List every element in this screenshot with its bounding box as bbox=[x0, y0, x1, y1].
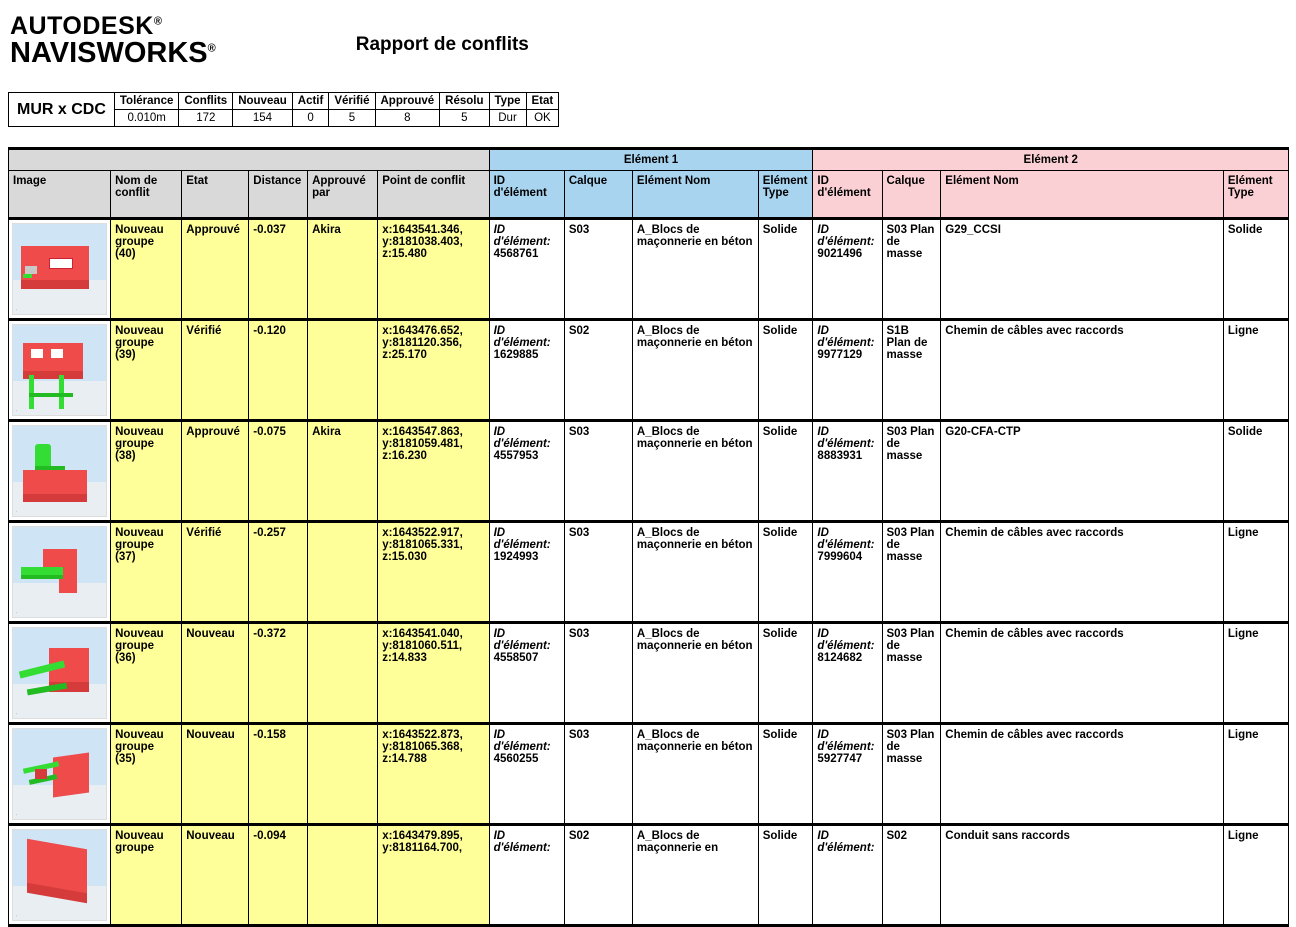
e1-id-label: ID d'élément: bbox=[493, 729, 551, 753]
e2-id-value: 8124682 bbox=[817, 652, 863, 664]
cell-nom-conflit: Nouveau groupe (35) bbox=[111, 724, 182, 825]
grid-group-header-row bbox=[9, 149, 1289, 171]
cell-approuve-par bbox=[308, 320, 378, 421]
e1-id-value: 4560255 bbox=[493, 753, 539, 765]
e2-id-value: 9977129 bbox=[817, 349, 863, 361]
e2-id-label: ID d'élément: bbox=[817, 527, 875, 551]
summary-col-type: Type bbox=[489, 93, 526, 110]
clash-thumbnail-image bbox=[12, 324, 107, 416]
cell-e1-id bbox=[489, 623, 564, 724]
clash-thumbnail-image bbox=[12, 728, 107, 820]
cell-distance: -0.120 bbox=[249, 320, 308, 421]
cell-e1-type: Solide bbox=[758, 623, 813, 724]
e2-id-label: ID d'élément: bbox=[817, 830, 875, 854]
clash-thumbnail-image bbox=[12, 223, 107, 315]
summary-col-actif: Actif bbox=[292, 93, 329, 110]
clash-thumbnail-image bbox=[12, 425, 107, 517]
cell-e1-type: Solide bbox=[758, 421, 813, 522]
summary-table bbox=[8, 92, 559, 127]
autodesk-navisworks-logo: AUTODESK® NAVISWORKS® bbox=[10, 12, 216, 69]
report-header bbox=[0, 0, 1296, 68]
col-etat: Etat bbox=[182, 171, 249, 219]
cell-point-conflit: x:1643522.917, y:8181065.331, z:15.030 bbox=[378, 522, 489, 623]
e1-id-label: ID d'élément: bbox=[493, 325, 551, 349]
cell-e1-type: Solide bbox=[758, 825, 813, 926]
col-e1-type: Elément Type bbox=[758, 171, 813, 219]
cell-nom-conflit: Nouveau groupe bbox=[111, 825, 182, 926]
thumbnail-scale-tick: · bbox=[16, 711, 18, 716]
summary-col-resolu: Résolu bbox=[440, 93, 489, 110]
table-row bbox=[9, 522, 1289, 623]
cell-approuve-par bbox=[308, 522, 378, 623]
brand-navisworks: NAVISWORKS bbox=[10, 37, 208, 69]
clash-thumbnail-cell[interactable] bbox=[9, 825, 111, 926]
cell-nom-conflit: Nouveau groupe (40) bbox=[111, 219, 182, 320]
cell-e1-id bbox=[489, 421, 564, 522]
cell-approuve-par: Akira bbox=[308, 421, 378, 522]
cell-e1-nom: A_Blocs de maçonnerie en béton bbox=[632, 522, 758, 623]
cell-point-conflit: x:1643541.040, y:8181060.511, z:14.833 bbox=[378, 623, 489, 724]
cell-etat: Nouveau bbox=[182, 623, 249, 724]
cell-e1-nom: A_Blocs de maçonnerie en bbox=[632, 825, 758, 926]
cell-e2-type: Ligne bbox=[1223, 522, 1288, 623]
cell-e2-id bbox=[813, 522, 882, 623]
e1-id-label: ID d'élément: bbox=[493, 426, 551, 450]
cell-distance: -0.094 bbox=[249, 825, 308, 926]
cell-e2-calque: S03 Plan de masse bbox=[882, 724, 941, 825]
cell-e1-nom: A_Blocs de maçonnerie en béton bbox=[632, 421, 758, 522]
thumbnail-scale-tick: · bbox=[16, 509, 18, 514]
summary-header-row bbox=[9, 93, 559, 110]
cell-e1-calque: S02 bbox=[564, 825, 632, 926]
cell-approuve-par bbox=[308, 623, 378, 724]
cell-e2-type: Ligne bbox=[1223, 320, 1288, 421]
cell-e1-id bbox=[489, 522, 564, 623]
clash-thumbnail-cell[interactable] bbox=[9, 623, 111, 724]
cell-e1-nom: A_Blocs de maçonnerie en béton bbox=[632, 724, 758, 825]
cell-e1-calque: S03 bbox=[564, 421, 632, 522]
clash-thumbnail-cell[interactable] bbox=[9, 724, 111, 825]
cell-e2-id bbox=[813, 421, 882, 522]
clash-thumbnail-image bbox=[12, 829, 107, 921]
e2-id-label: ID d'élément: bbox=[817, 729, 875, 753]
cell-distance: -0.257 bbox=[249, 522, 308, 623]
table-row bbox=[9, 320, 1289, 421]
col-point-conflit: Point de conflit bbox=[378, 171, 489, 219]
cell-e2-calque: S03 Plan de masse bbox=[882, 522, 941, 623]
summary-col-verifie: Vérifié bbox=[329, 93, 375, 110]
cell-nom-conflit: Nouveau groupe (39) bbox=[111, 320, 182, 421]
clash-thumbnail-image bbox=[12, 627, 107, 719]
cell-approuve-par: Akira bbox=[308, 219, 378, 320]
cell-distance: -0.372 bbox=[249, 623, 308, 724]
cell-e2-calque: S02 bbox=[882, 825, 941, 926]
cell-e2-nom: G20-CFA-CTP bbox=[941, 421, 1224, 522]
cell-e2-id bbox=[813, 320, 882, 421]
cell-e2-calque: S03 Plan de masse bbox=[882, 219, 941, 320]
cell-e1-id bbox=[489, 825, 564, 926]
table-row bbox=[9, 219, 1289, 320]
cell-e2-id bbox=[813, 623, 882, 724]
clash-thumbnail-cell[interactable] bbox=[9, 421, 111, 522]
table-row bbox=[9, 421, 1289, 522]
summary-section bbox=[8, 92, 1296, 127]
cell-e2-nom: Chemin de câbles avec raccords bbox=[941, 522, 1224, 623]
summary-val-conflits: 172 bbox=[179, 110, 233, 127]
thumbnail-scale-tick: · bbox=[16, 812, 18, 817]
cell-e1-id bbox=[489, 219, 564, 320]
thumbnail-scale-tick: · bbox=[16, 610, 18, 615]
cell-e1-type: Solide bbox=[758, 320, 813, 421]
cell-point-conflit: x:1643479.895, y:8181164.700, bbox=[378, 825, 489, 926]
cell-e2-calque: S03 Plan de masse bbox=[882, 421, 941, 522]
clash-results-section bbox=[8, 147, 1290, 927]
cell-e2-type: Ligne bbox=[1223, 825, 1288, 926]
cell-e2-nom: Chemin de câbles avec raccords bbox=[941, 623, 1224, 724]
cell-e1-type: Solide bbox=[758, 219, 813, 320]
cell-e2-type: Ligne bbox=[1223, 623, 1288, 724]
cell-e1-type: Solide bbox=[758, 522, 813, 623]
cell-e2-id bbox=[813, 219, 882, 320]
thumbnail-scale-tick: · bbox=[16, 307, 18, 312]
e2-id-value: 8883931 bbox=[817, 450, 863, 462]
clash-thumbnail-cell[interactable] bbox=[9, 219, 111, 320]
e1-id-value: 1924993 bbox=[493, 551, 539, 563]
group-header-element1: Elément 1 bbox=[489, 149, 813, 171]
group-header-element2: Elément 2 bbox=[813, 149, 1289, 171]
cell-etat: Vérifié bbox=[182, 320, 249, 421]
cell-e1-id bbox=[489, 320, 564, 421]
e2-id-value: 7999604 bbox=[817, 551, 863, 563]
summary-val-verifie: 5 bbox=[329, 110, 375, 127]
clash-test-name: MUR x CDC bbox=[9, 93, 115, 127]
cell-e2-id bbox=[813, 724, 882, 825]
summary-val-etat: OK bbox=[526, 110, 559, 127]
cell-etat: Nouveau bbox=[182, 825, 249, 926]
col-e1-nom: Elément Nom bbox=[632, 171, 758, 219]
cell-e2-calque: S1B Plan de masse bbox=[882, 320, 941, 421]
col-e2-type: Elément Type bbox=[1223, 171, 1288, 219]
cell-e1-nom: A_Blocs de maçonnerie en béton bbox=[632, 320, 758, 421]
col-distance: Distance bbox=[249, 171, 308, 219]
brand-autodesk: AUTODESK bbox=[10, 12, 154, 40]
summary-col-approuve: Approuvé bbox=[375, 93, 440, 110]
e2-id-label: ID d'élément: bbox=[817, 628, 875, 652]
cell-point-conflit: x:1643476.652, y:8181120.356, z:25.170 bbox=[378, 320, 489, 421]
thumbnail-scale-tick: · bbox=[16, 408, 18, 413]
cell-e2-nom: Chemin de câbles avec raccords bbox=[941, 320, 1224, 421]
cell-e1-calque: S03 bbox=[564, 522, 632, 623]
col-approuve-par: Approuvé par bbox=[308, 171, 378, 219]
summary-col-tolerance: Tolérance bbox=[114, 93, 178, 110]
clash-thumbnail-cell[interactable] bbox=[9, 320, 111, 421]
page-title: Rapport de conflits bbox=[355, 34, 529, 55]
summary-val-type: Dur bbox=[489, 110, 526, 127]
summary-val-resolu: 5 bbox=[440, 110, 489, 127]
e1-id-label: ID d'élément: bbox=[493, 830, 551, 854]
cell-e2-nom: G29_CCSI bbox=[941, 219, 1224, 320]
summary-val-nouveau: 154 bbox=[233, 110, 293, 127]
cell-e1-nom: A_Blocs de maçonnerie en béton bbox=[632, 623, 758, 724]
thumbnail-scale-tick: · bbox=[16, 913, 18, 918]
e1-id-label: ID d'élément: bbox=[493, 527, 551, 551]
col-e2-nom: Elément Nom bbox=[941, 171, 1224, 219]
table-row bbox=[9, 623, 1289, 724]
cell-e2-type: Ligne bbox=[1223, 724, 1288, 825]
cell-e2-nom: Conduit sans raccords bbox=[941, 825, 1224, 926]
col-e2-calque: Calque bbox=[882, 171, 941, 219]
cell-e1-id bbox=[489, 724, 564, 825]
col-e1-id: ID d'élément bbox=[489, 171, 564, 219]
clash-results-table bbox=[8, 147, 1289, 927]
col-e2-id: ID d'élément bbox=[813, 171, 882, 219]
summary-val-actif: 0 bbox=[292, 110, 329, 127]
cell-approuve-par bbox=[308, 724, 378, 825]
cell-etat: Approuvé bbox=[182, 219, 249, 320]
cell-e1-type: Solide bbox=[758, 724, 813, 825]
cell-e1-calque: S02 bbox=[564, 320, 632, 421]
col-image: Image bbox=[9, 171, 111, 219]
e1-id-label: ID d'élément: bbox=[493, 628, 551, 652]
cell-e2-type: Solide bbox=[1223, 219, 1288, 320]
summary-col-nouveau: Nouveau bbox=[233, 93, 293, 110]
e1-id-label: ID d'élément: bbox=[493, 224, 551, 248]
cell-point-conflit: x:1643547.863, y:8181059.481, z:16.230 bbox=[378, 421, 489, 522]
summary-col-etat: Etat bbox=[526, 93, 559, 110]
e2-id-label: ID d'élément: bbox=[817, 325, 875, 349]
col-e1-calque: Calque bbox=[564, 171, 632, 219]
summary-val-tolerance: 0.010m bbox=[114, 110, 178, 127]
cell-nom-conflit: Nouveau groupe (36) bbox=[111, 623, 182, 724]
cell-etat: Nouveau bbox=[182, 724, 249, 825]
cell-e2-calque: S03 Plan de masse bbox=[882, 623, 941, 724]
summary-val-approuve: 8 bbox=[375, 110, 440, 127]
cell-e2-nom: Chemin de câbles avec raccords bbox=[941, 724, 1224, 825]
cell-point-conflit: x:1643541.346, y:8181038.403, z:15.480 bbox=[378, 219, 489, 320]
e2-id-label: ID d'élément: bbox=[817, 426, 875, 450]
e1-id-value: 1629885 bbox=[493, 349, 539, 361]
e2-id-label: ID d'élément: bbox=[817, 224, 875, 248]
cell-e1-nom: A_Blocs de maçonnerie en béton bbox=[632, 219, 758, 320]
e2-id-value: 9021496 bbox=[817, 248, 863, 260]
cell-e1-calque: S03 bbox=[564, 724, 632, 825]
cell-e2-type: Solide bbox=[1223, 421, 1288, 522]
e1-id-value: 4568761 bbox=[493, 248, 539, 260]
cell-e1-calque: S03 bbox=[564, 623, 632, 724]
cell-etat: Approuvé bbox=[182, 421, 249, 522]
cell-approuve-par bbox=[308, 825, 378, 926]
cell-distance: -0.075 bbox=[249, 421, 308, 522]
e1-id-value: 4558507 bbox=[493, 652, 539, 664]
e1-id-value: 4557953 bbox=[493, 450, 539, 462]
clash-thumbnail-cell[interactable] bbox=[9, 522, 111, 623]
cell-nom-conflit: Nouveau groupe (38) bbox=[111, 421, 182, 522]
group-header-blank bbox=[9, 149, 490, 171]
table-row bbox=[9, 825, 1289, 926]
cell-e2-id bbox=[813, 825, 882, 926]
cell-point-conflit: x:1643522.873, y:8181065.368, z:14.788 bbox=[378, 724, 489, 825]
table-row bbox=[9, 724, 1289, 825]
e2-id-value: 5927747 bbox=[817, 753, 863, 765]
summary-col-conflits: Conflits bbox=[179, 93, 233, 110]
cell-nom-conflit: Nouveau groupe (37) bbox=[111, 522, 182, 623]
grid-column-header-row bbox=[9, 171, 1289, 219]
cell-e1-calque: S03 bbox=[564, 219, 632, 320]
cell-distance: -0.158 bbox=[249, 724, 308, 825]
cell-distance: -0.037 bbox=[249, 219, 308, 320]
col-nom-conflit: Nom de conflit bbox=[111, 171, 182, 219]
clash-thumbnail-image bbox=[12, 526, 107, 618]
cell-etat: Vérifié bbox=[182, 522, 249, 623]
